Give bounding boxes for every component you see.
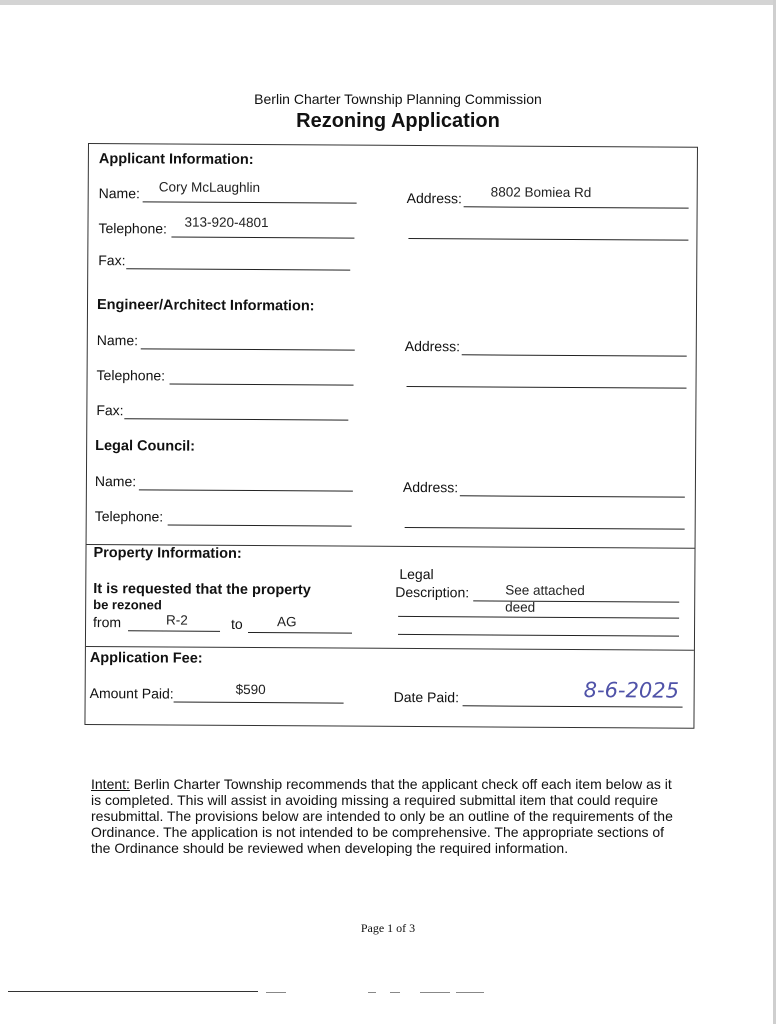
engineer-name-field[interactable] bbox=[141, 348, 355, 350]
legal-council-address-field[interactable] bbox=[460, 495, 685, 497]
from-zone-field[interactable] bbox=[128, 630, 220, 632]
amount-paid-field[interactable] bbox=[174, 702, 344, 704]
footer-rule bbox=[8, 991, 258, 992]
legal-council-address-field-2[interactable] bbox=[405, 527, 685, 530]
applicant-telephone-value: 313-920-4801 bbox=[184, 214, 269, 231]
engineer-name-label: Name: bbox=[96, 332, 139, 349]
applicant-name-value: Cory McLaughlin bbox=[158, 179, 261, 196]
form-title: Rezoning Application bbox=[296, 110, 500, 132]
applicant-name-label: Name: bbox=[98, 185, 140, 202]
intent-paragraph bbox=[91, 776, 683, 856]
applicant-telephone-label: Telephone: bbox=[98, 220, 168, 237]
applicant-heading: Applicant Information: bbox=[98, 151, 254, 169]
applicant-address-value: 8802 Bomiea Rd bbox=[490, 184, 592, 201]
footer-rule bbox=[390, 992, 400, 993]
scan-top-edge bbox=[0, 0, 776, 5]
from-zone-value: R-2 bbox=[166, 612, 188, 628]
to-zone-value: AG bbox=[277, 614, 297, 630]
engineer-fax-field[interactable] bbox=[124, 418, 348, 420]
intent-label: Intent: bbox=[91, 776, 130, 792]
footer-rule bbox=[368, 992, 376, 993]
engineer-address-label: Address: bbox=[404, 337, 461, 355]
legal-council-telephone-field[interactable] bbox=[168, 524, 352, 526]
engineer-telephone-field[interactable] bbox=[170, 384, 354, 386]
fee-heading: Application Fee: bbox=[89, 650, 203, 667]
date-paid-label: Date Paid: bbox=[393, 688, 460, 706]
intent-text: Berlin Charter Township recommends that the applicant check off each item below as it is completed. This will assist in avoiding missing a required submittal item that could require resubmittal. The provisions below are intended to only be an outline of the requirements of the Ordinance. The application is not intended to be comprehensive. The appropriate sections of the Ordinance should be reviewed when developing the required information. bbox=[91, 776, 673, 856]
rezoning-request-text-2: be rezoned bbox=[93, 597, 162, 613]
legal-council-telephone-label: Telephone: bbox=[94, 508, 164, 525]
applicant-fax-field[interactable] bbox=[126, 268, 350, 270]
to-zone-field[interactable] bbox=[248, 632, 352, 634]
engineer-fax-label: Fax: bbox=[96, 402, 124, 419]
rezoning-request-text: It is requested that the property bbox=[93, 581, 311, 599]
legal-council-heading: Legal Council: bbox=[95, 438, 196, 455]
legal-description-value: See attached bbox=[505, 582, 585, 599]
engineer-address-field[interactable] bbox=[462, 354, 687, 356]
legal-council-address-label: Address: bbox=[402, 478, 459, 496]
engineer-telephone-label: Telephone: bbox=[96, 367, 166, 384]
engineer-address-field-2[interactable] bbox=[407, 386, 687, 389]
organization-name: Berlin Charter Township Planning Commission bbox=[254, 91, 542, 107]
legal-council-name-label: Name: bbox=[94, 473, 137, 490]
date-paid-value: 8-6-2025 bbox=[583, 678, 680, 703]
applicant-address-label: Address: bbox=[406, 189, 462, 207]
legal-description-field-3[interactable] bbox=[398, 634, 679, 637]
legal-description-label: Legal bbox=[399, 565, 434, 583]
applicant-telephone-field[interactable] bbox=[171, 237, 354, 239]
to-label: to bbox=[231, 615, 243, 632]
legal-council-name-field[interactable] bbox=[139, 489, 353, 491]
application-form bbox=[84, 143, 698, 729]
applicant-address-field-2[interactable] bbox=[408, 238, 688, 241]
amount-paid-value: $590 bbox=[235, 681, 266, 698]
footer-rule bbox=[420, 992, 450, 993]
property-heading: Property Information: bbox=[93, 545, 242, 562]
legal-description-field[interactable] bbox=[473, 600, 679, 602]
engineer-heading: Engineer/Architect Information: bbox=[96, 297, 315, 315]
applicant-name-field[interactable] bbox=[143, 201, 357, 203]
legal-description-field-2[interactable] bbox=[398, 616, 679, 619]
legal-description-value-2: deed bbox=[505, 599, 536, 615]
amount-paid-label: Amount Paid: bbox=[89, 685, 174, 702]
legal-description-label-2: Description: bbox=[395, 583, 470, 601]
applicant-fax-label: Fax: bbox=[98, 252, 126, 269]
from-label: from bbox=[93, 614, 122, 631]
footer-rule bbox=[456, 992, 484, 993]
footer-rule bbox=[266, 992, 286, 993]
date-paid-field[interactable] bbox=[463, 705, 683, 707]
applicant-address-field[interactable] bbox=[464, 206, 689, 208]
page-number: Page 1 of 3 bbox=[360, 921, 416, 935]
